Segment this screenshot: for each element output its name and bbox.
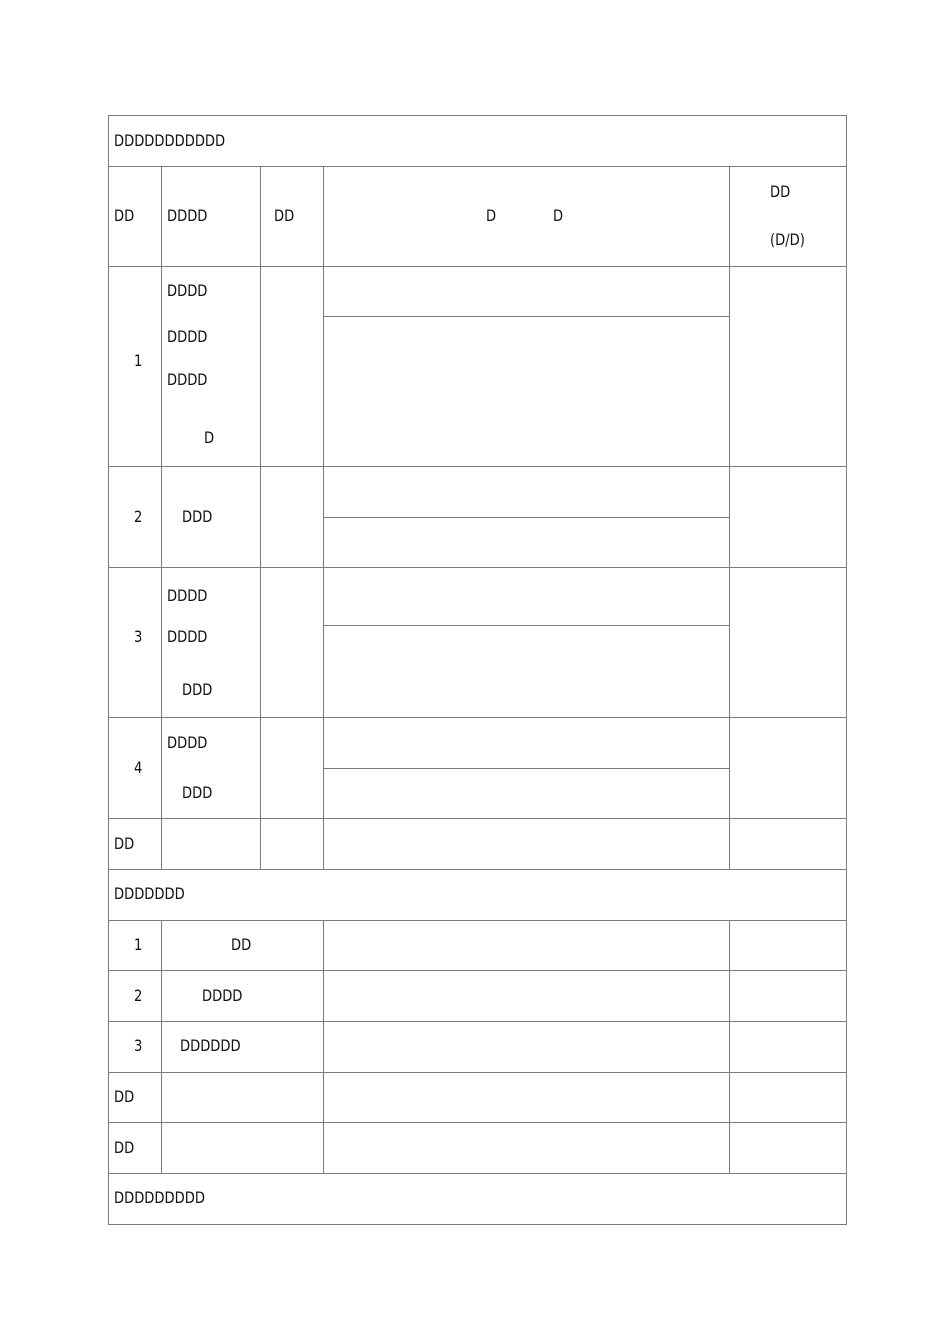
subtotal-label: DD	[114, 834, 135, 853]
row-label: D	[204, 428, 215, 447]
row-label: DDDDDD	[180, 1036, 241, 1055]
rule	[108, 1021, 847, 1022]
row-label: DD	[231, 935, 252, 954]
row-index: 2	[134, 986, 143, 1005]
table-border-right	[846, 115, 847, 1225]
row-label: DDDD	[167, 370, 208, 389]
section-subtotal-label: DD	[114, 1087, 135, 1106]
row-index: 1	[134, 351, 143, 370]
section-total-label: DD	[114, 1138, 135, 1157]
rule	[323, 166, 324, 870]
rule	[108, 717, 847, 718]
header-item: DDDD	[167, 206, 208, 225]
row-label: DDDD	[167, 627, 208, 646]
header-score: DD	[274, 206, 295, 225]
row-label: DDDD	[167, 281, 208, 300]
rule	[108, 166, 847, 167]
rule	[108, 1173, 847, 1174]
rule	[323, 625, 730, 626]
rule	[108, 818, 847, 819]
row-label: DDD	[182, 680, 213, 699]
rule	[323, 768, 730, 769]
row-label: DDDD	[167, 327, 208, 346]
evaluation-form-table	[108, 115, 847, 1225]
header-index: DD	[114, 206, 135, 225]
table-border-bottom	[108, 1224, 847, 1225]
rule	[161, 920, 162, 1173]
rule	[108, 970, 847, 971]
rule	[108, 920, 847, 921]
rule	[161, 166, 162, 870]
rule	[108, 1122, 847, 1123]
rule	[729, 166, 730, 870]
table-border-left	[108, 115, 109, 1225]
rule	[323, 920, 324, 1173]
header-result: DD	[770, 182, 791, 201]
header-content-b: D	[553, 206, 564, 225]
row-index: 1	[134, 935, 143, 954]
rule	[323, 517, 730, 518]
rule	[260, 166, 261, 870]
row-index: 2	[134, 507, 143, 526]
rule	[108, 1072, 847, 1073]
row-label: DDDD	[167, 733, 208, 752]
table-border-top	[108, 115, 847, 116]
rule	[108, 869, 847, 870]
row-index: 3	[134, 1036, 143, 1055]
section-title: DDDDDDD	[114, 884, 185, 903]
row-index: 4	[134, 758, 143, 777]
row-index: 3	[134, 627, 143, 646]
rule	[323, 316, 730, 317]
header-result-unit: (D/D)	[770, 230, 805, 249]
row-label: DDD	[182, 783, 213, 802]
rule	[729, 920, 730, 1173]
table-footer: DDDDDDDDD	[114, 1188, 205, 1207]
row-label: DDD	[182, 507, 213, 526]
rule	[108, 266, 847, 267]
header-content-a: D	[486, 206, 497, 225]
table-title: DDDDDDDDDDD	[114, 131, 226, 150]
rule	[108, 567, 847, 568]
row-label: DDDD	[202, 986, 243, 1005]
row-label: DDDD	[167, 586, 208, 605]
rule	[108, 466, 847, 467]
